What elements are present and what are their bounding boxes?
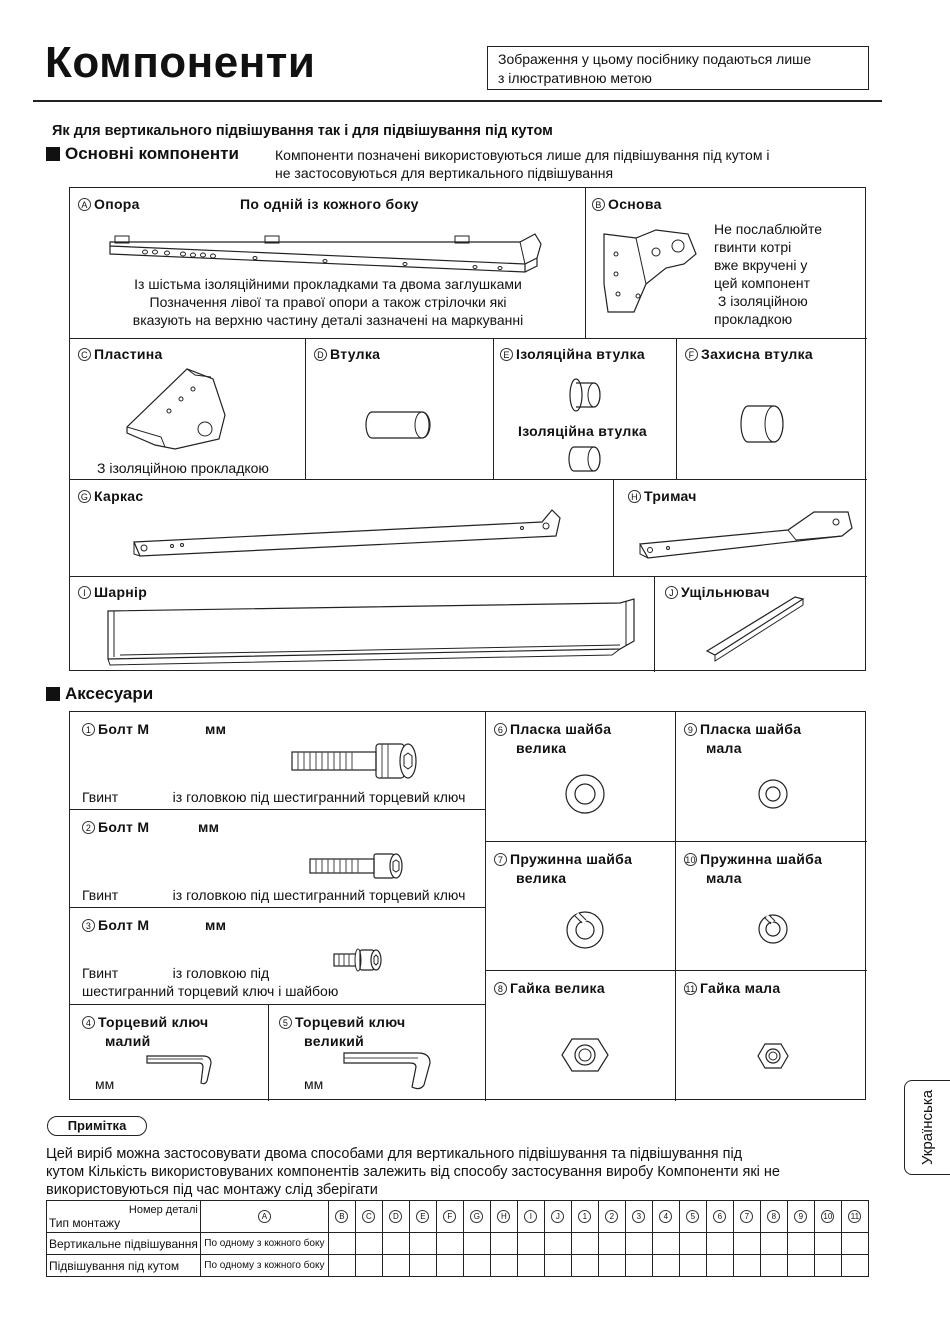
seal-illustration [705, 595, 815, 665]
component-A-desc2: Позначення лівої та правої опори а також стрілочки які [149, 294, 507, 310]
usage-table-row [47, 1255, 869, 1277]
accessories-heading [46, 684, 153, 704]
accessories-heading-text: Аксесуари [65, 684, 154, 703]
usage-col-10: 10 [814, 1201, 841, 1233]
accessory-11-name: Гайка мала [700, 980, 781, 996]
plate-illustration [125, 367, 235, 452]
flat-washer-small-illustration [756, 777, 790, 811]
usage-col-G: G [463, 1201, 490, 1233]
usage-col-A: A [200, 1201, 328, 1233]
component-A-cell [70, 188, 586, 339]
hinge-illustration [100, 595, 640, 665]
illustration-note [487, 46, 869, 90]
accessory-7-mark: 7 [494, 853, 507, 866]
main-components-note-line1: Компоненти позначені використовуються лише для підвішування під кутом і [275, 147, 770, 163]
component-B-desc2: гвинти котрі [714, 239, 792, 255]
accessory-9-mark: 9 [684, 723, 697, 736]
illustration-note-line2: з ілюстративною метою [498, 70, 652, 86]
component-A-desc3: вказують на верхню частину деталі зазначені на маркуванні [132, 312, 524, 328]
accessory-2-cell [70, 810, 486, 908]
accessory-9-name2: мала [706, 740, 742, 756]
usage-row-label: Підвішування під кутом [47, 1255, 201, 1277]
component-A-mark: A [78, 198, 91, 211]
component-B-cell [586, 188, 867, 339]
protective-sleeve-illustration [740, 404, 790, 444]
accessory-5-mark: 5 [279, 1016, 292, 1029]
component-B-mark: B [592, 198, 605, 211]
main-components-heading-text: Основні компоненти [65, 144, 239, 163]
usage-col-7: 7 [733, 1201, 760, 1233]
accessory-2-unit: мм [198, 819, 220, 835]
usage-col-5: 5 [679, 1201, 706, 1233]
usage-table-corner-top: Номер деталі [128, 1203, 198, 1216]
usage-col-8: 8 [760, 1201, 787, 1233]
component-J-mark: J [665, 586, 678, 599]
usage-row-a-value: По одному з кожного боку [200, 1255, 328, 1277]
accessory-6-mark: 6 [494, 723, 507, 736]
accessory-6-name: Пласка шайба [510, 721, 612, 737]
component-A-extra: По одній із кожного боку [240, 196, 419, 212]
bolt-washer-illustration [332, 946, 392, 976]
usage-col-4: 4 [652, 1201, 679, 1233]
component-C-name: Пластина [94, 346, 163, 362]
usage-row-label: Вертикальне підвішування [47, 1233, 201, 1255]
accessory-11-mark: 11 [685, 983, 696, 994]
spring-washer-small-illustration [756, 912, 790, 946]
usage-table-corner-bottom: Тип монтажу [49, 1215, 121, 1230]
accessory-6-cell [486, 712, 676, 842]
usage-col-J: J [544, 1201, 571, 1233]
component-C-cell [70, 339, 306, 480]
page-title: Компоненти [45, 38, 316, 87]
accessory-1-cell [70, 712, 486, 810]
component-A-name: Опора [94, 196, 140, 212]
component-D-name: Втулка [330, 346, 381, 362]
accessories-grid [69, 711, 866, 1100]
hex-key-small-illustration [145, 1053, 215, 1087]
usage-col-D: D [382, 1201, 409, 1233]
accessory-3-desc1: Гвинт із головкою під [82, 965, 270, 981]
component-F-mark: F [685, 348, 698, 361]
header-divider [33, 100, 882, 102]
subtitle: Як для вертикального підвішування так і для підвішування під кутом [52, 123, 553, 139]
accessory-8-cell [486, 971, 676, 1101]
accessory-1-unit: мм [205, 721, 227, 737]
component-C-mark: C [78, 348, 91, 361]
base-illustration [596, 224, 696, 314]
bullet-square-icon [46, 147, 60, 161]
component-F-name: Захисна втулка [701, 346, 813, 362]
main-components-grid [69, 187, 866, 671]
accessory-4-cell [70, 1005, 269, 1101]
usage-col-1: 1 [571, 1201, 598, 1233]
usage-col-I: I [517, 1201, 544, 1233]
component-I-cell [70, 577, 655, 672]
usage-table-row [47, 1233, 869, 1255]
usage-col-9: 9 [787, 1201, 814, 1233]
accessory-7-cell [486, 842, 676, 971]
insulation-sleeve-flanged-illustration [568, 377, 608, 417]
illustration-note-line1: Зображення у цьому посібнику подаються лише [498, 51, 812, 67]
accessory-8-name: Гайка велика [510, 980, 605, 996]
accessory-3-cell [70, 908, 486, 1005]
accessory-5-unit: мм [304, 1076, 324, 1092]
component-H-cell [614, 480, 867, 577]
component-I-mark: I [78, 586, 91, 599]
nut-large-illustration [560, 1035, 610, 1075]
bolt-medium-illustration [308, 852, 408, 882]
holder-illustration [638, 510, 858, 570]
accessory-4-name: Торцевий ключ [98, 1014, 209, 1030]
spring-washer-large-illustration [563, 908, 607, 952]
note-line3: використовуються під час монтажу слід зберігати [46, 1182, 378, 1198]
usage-row-a-value: По одному з кожного боку [200, 1233, 328, 1255]
component-J-name: Ущільнювач [681, 584, 770, 600]
accessory-5-cell [269, 1005, 486, 1101]
usage-col-6: 6 [706, 1201, 733, 1233]
component-D-mark: D [314, 348, 327, 361]
bullet-square-icon [46, 687, 60, 701]
nut-small-illustration [756, 1041, 790, 1071]
component-G-name: Каркас [94, 488, 144, 504]
component-E-mark: E [500, 348, 513, 361]
accessory-4-unit: мм [95, 1076, 115, 1092]
usage-col-F: F [436, 1201, 463, 1233]
hex-key-large-illustration [342, 1051, 442, 1091]
component-D-cell [306, 339, 494, 480]
note-line1: Цей виріб можна застосовувати двома способами для вертикального підвішування та підвішування під [46, 1146, 743, 1162]
component-B-desc5: З ізоляційною [714, 293, 808, 309]
usage-table [46, 1200, 869, 1277]
accessory-1-mark: 1 [82, 723, 95, 736]
usage-table-corner [47, 1201, 201, 1233]
accessory-3-desc2: шестигранний торцевий ключ і шайбою [82, 983, 339, 999]
component-E-cell [494, 339, 677, 480]
frame-illustration [132, 508, 562, 568]
accessory-3-mark: 3 [82, 919, 95, 932]
accessory-6-name2: велика [516, 740, 567, 756]
accessory-2-name: Болт М [98, 819, 150, 835]
usage-col-2: 2 [598, 1201, 625, 1233]
accessory-1-desc: Гвинт із головкою під шестигранний торцевий ключ [82, 789, 466, 805]
component-J-cell [655, 577, 867, 672]
accessory-2-desc: Гвинт із головкою під шестигранний торцевий ключ [82, 887, 466, 903]
accessory-7-name: Пружинна шайба [510, 851, 633, 867]
main-components-heading [46, 144, 239, 164]
component-C-desc: З ізоляційною прокладкою [97, 460, 269, 476]
component-B-desc6: прокладкою [714, 311, 793, 327]
accessory-3-unit: мм [205, 917, 227, 933]
component-E-name: Ізоляційна втулка [516, 346, 646, 362]
usage-col-C: C [355, 1201, 382, 1233]
usage-col-B: B [328, 1201, 355, 1233]
accessory-7-name2: велика [516, 870, 567, 886]
component-I-name: Шарнір [94, 584, 148, 600]
component-A-desc1: Із шістьма ізоляційними прокладками та двома заглушками [134, 276, 522, 292]
component-H-name: Тримач [644, 488, 697, 504]
accessory-4-name2: малий [105, 1033, 151, 1049]
component-F-cell [677, 339, 867, 480]
component-B-name: Основа [608, 196, 662, 212]
accessory-2-mark: 2 [82, 821, 95, 834]
usage-col-E: E [409, 1201, 436, 1233]
component-G-cell [70, 480, 614, 577]
component-G-mark: G [78, 490, 91, 503]
component-B-desc4: цей компонент [714, 275, 811, 291]
accessory-10-name: Пружинна шайба [700, 851, 823, 867]
component-B-desc3: вже вкручені у [714, 257, 808, 273]
note-label: Примітка [47, 1116, 147, 1136]
usage-col-H: H [490, 1201, 517, 1233]
accessory-4-mark: 4 [82, 1016, 95, 1029]
insulation-sleeve-illustration [568, 445, 608, 475]
support-bracket-illustration [105, 228, 555, 278]
accessory-10-cell [676, 842, 867, 971]
usage-table-header-row [47, 1201, 869, 1233]
accessory-10-name2: мала [706, 870, 742, 886]
usage-col-3: 3 [625, 1201, 652, 1233]
accessory-8-mark: 8 [494, 982, 507, 995]
accessory-9-name: Пласка шайба [700, 721, 802, 737]
language-tab-label: Українська [919, 1089, 937, 1166]
flat-washer-large-illustration [563, 772, 607, 816]
usage-col-11: 11 [841, 1201, 868, 1233]
component-E-name2: Ізоляційна втулка [518, 423, 648, 439]
note-line2: кутом Кількість використовуваних компонентів залежить від способу застосування виробу Компоненти які не [46, 1164, 780, 1180]
component-B-desc1: Не послаблюйте [714, 221, 823, 237]
accessory-10-mark: 10 [685, 854, 696, 865]
accessory-3-name: Болт М [98, 917, 150, 933]
sleeve-illustration [366, 410, 436, 440]
accessory-9-cell [676, 712, 867, 842]
main-components-note-line2: не застосовуються для вертикального підвішування [275, 165, 614, 181]
bolt-large-illustration [290, 742, 420, 782]
language-tab [904, 1080, 950, 1175]
accessory-11-cell [676, 971, 867, 1101]
component-H-mark: H [628, 490, 641, 503]
accessory-1-name: Болт М [98, 721, 150, 737]
accessory-5-name: Торцевий ключ [295, 1014, 406, 1030]
accessory-5-name2: великий [304, 1033, 365, 1049]
